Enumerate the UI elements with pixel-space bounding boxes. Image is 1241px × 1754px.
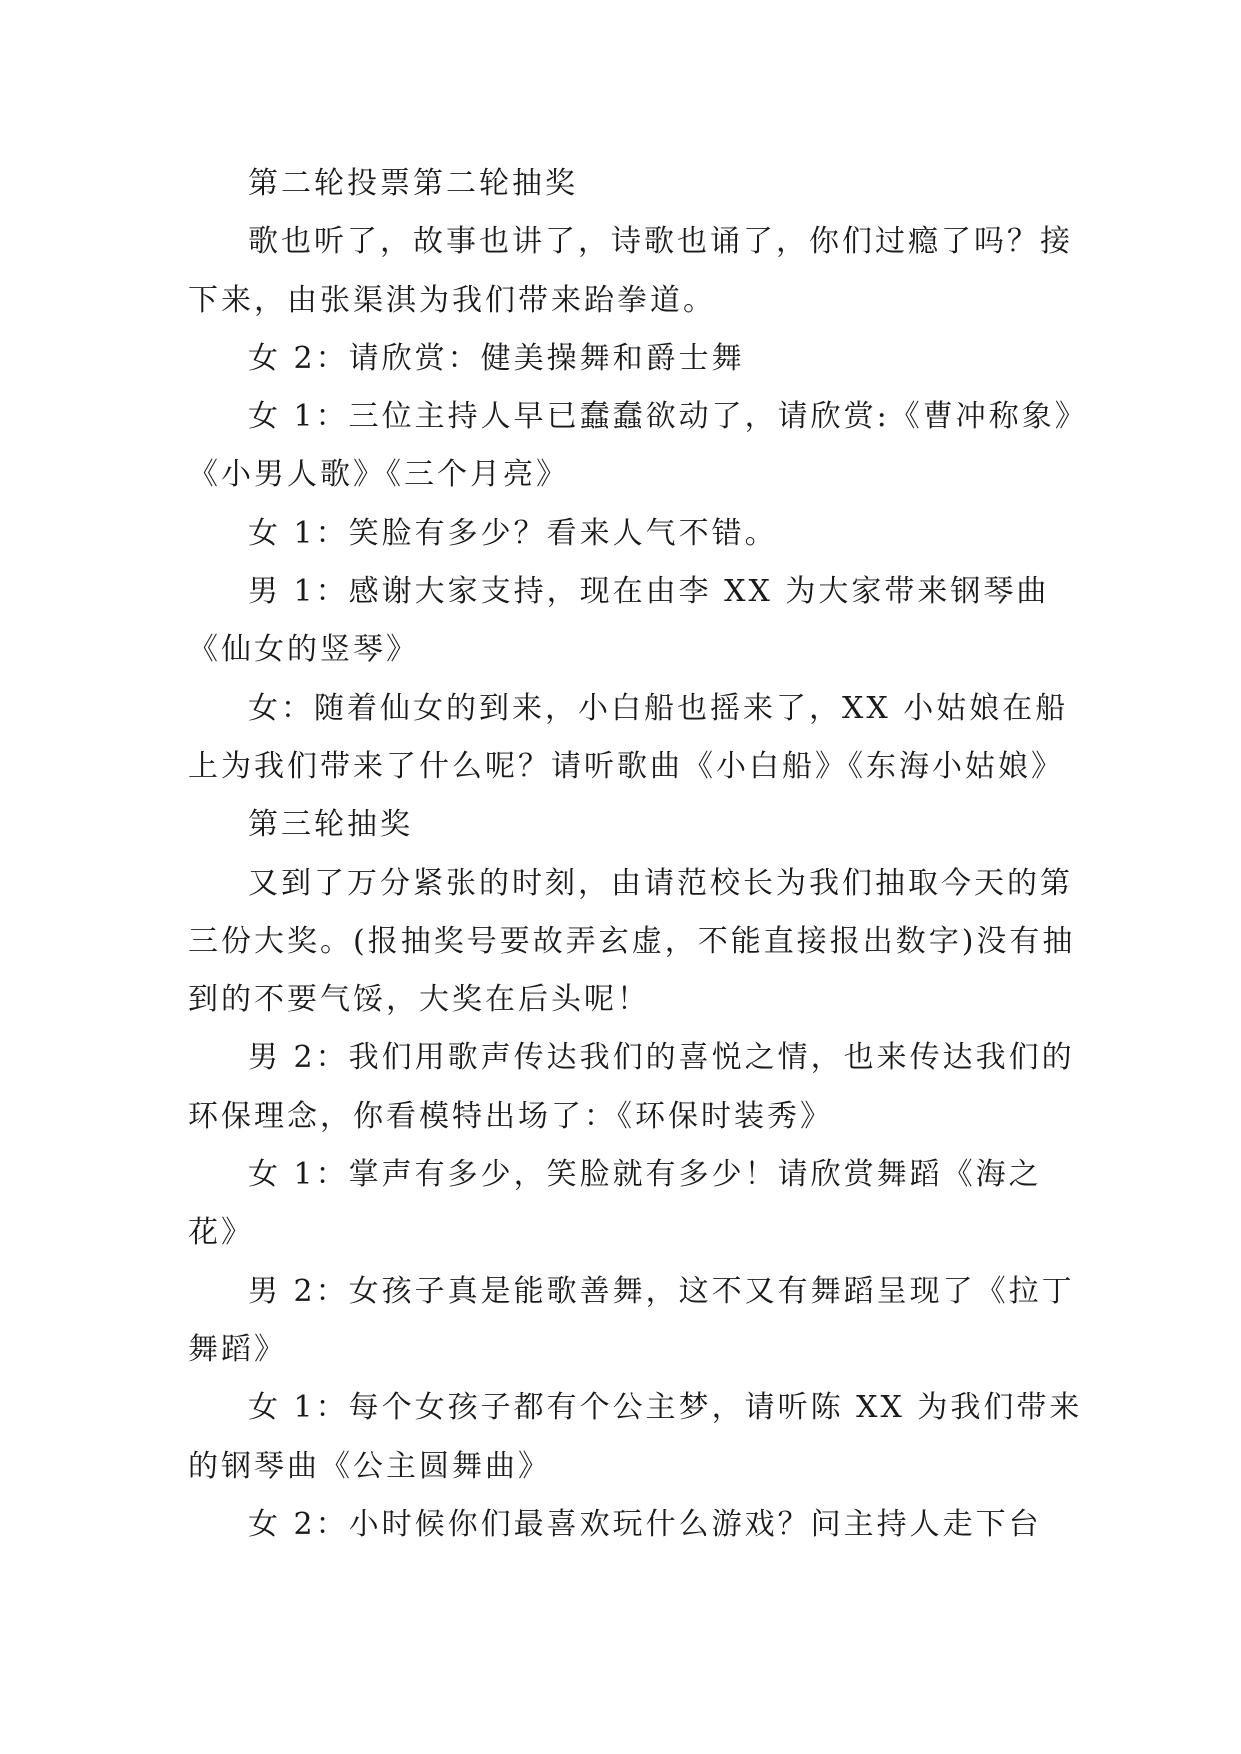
paragraph-hosts-show: 女 1：三位主持人早已蠢蠢欲动了，请欣赏:《曹冲称象》《小男人歌》《三个月亮》 — [188, 399, 1088, 493]
paragraph-taekwondo: 歌也听了，故事也讲了，诗歌也诵了，你们过瘾了吗？接下来，由张渠淇为我们带来跆拳道。 — [188, 224, 1073, 318]
document-page — [188, 155, 1088, 1554]
paragraph-princess-waltz: 女 1：每个女孩子都有个公主梦，请听陈 XX 为我们带来的钢琴曲《公主圆舞曲》 — [188, 1390, 1083, 1484]
paragraph-sea-flower: 女 1：掌声有多少，笑脸就有多少！请欣赏舞蹈《海之花》 — [188, 1157, 1042, 1251]
paragraph-little-boat: 女：随着仙女的到来，小白船也摇来了，XX 小姑娘在船上为我们带来了什么呢？请听歌曲《小白船》《东海小姑娘》 — [188, 690, 1069, 784]
paragraph-third-prize: 又到了万分紧张的时刻，由请范校长为我们抽取今天的第三份大奖。(报抽奖号要故弄玄虚，不能直接报出数字)没有抽到的不要气馁，大奖在后头呢！ — [188, 865, 1076, 1018]
heading-round-three: 第三轮抽奖 — [248, 807, 413, 843]
paragraph-aerobics: 女 2：请欣赏：健美操舞和爵士舞 — [248, 340, 745, 376]
heading-round-two: 第二轮投票第二轮抽奖 — [248, 166, 578, 201]
paragraph-piano-harp: 男 1：感谢大家支持，现在由李 XX 为大家带来钢琴曲《仙女的竖琴》 — [188, 574, 1050, 668]
paragraph-smiles: 女 1：笑脸有多少？看来人气不错。 — [248, 515, 778, 551]
paragraph-latin-dance: 男 2：女孩子真是能歌善舞，这不又有舞蹈呈现了《拉丁舞蹈》 — [188, 1273, 1075, 1367]
paragraph-fashion-show: 男 2：我们用歌声传达我们的喜悦之情，也来传达我们的环保理念，你看模特出场了：《环保时装秀》 — [188, 1040, 1075, 1134]
paragraph-childhood-games: 女 2：小时候你们最喜欢玩什么游戏？问主持人走下台 — [248, 1506, 1042, 1542]
